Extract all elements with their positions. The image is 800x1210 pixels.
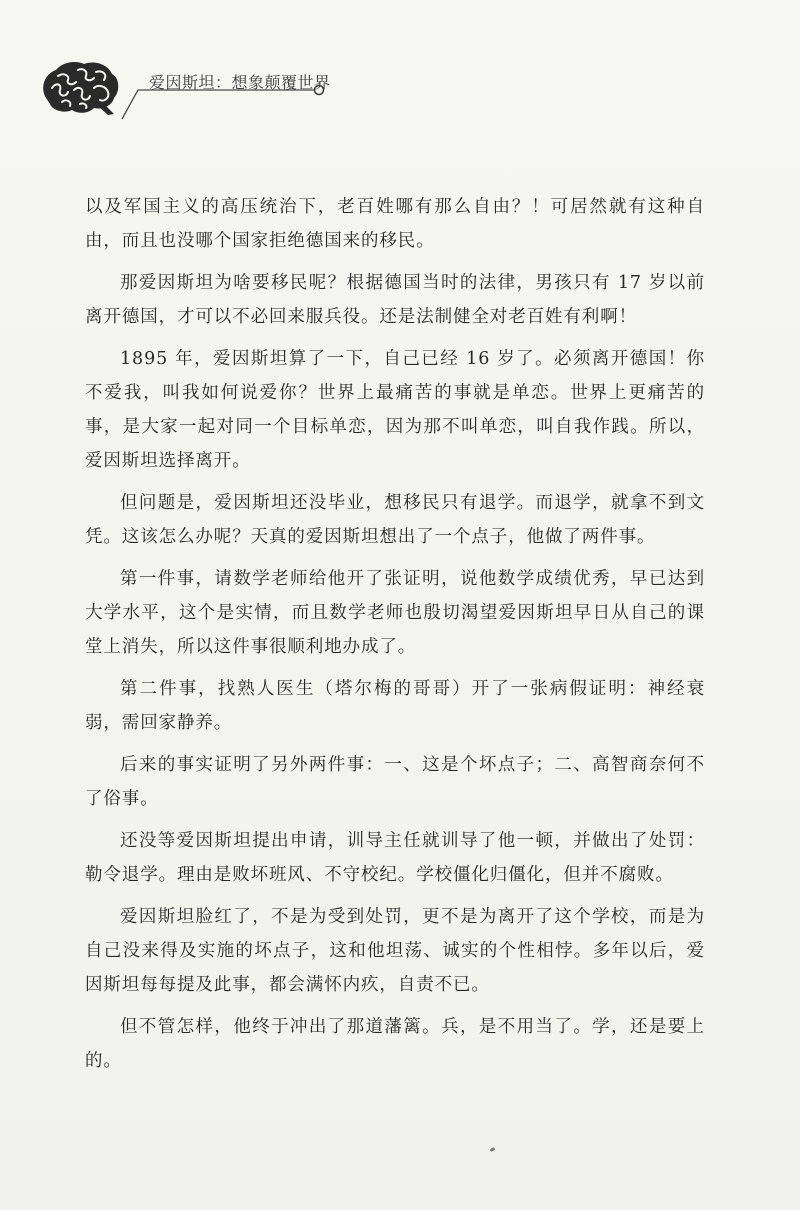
running-header-title: 爱因斯坦：想象颠覆世界 xyxy=(149,73,331,92)
paragraph: 爱因斯坦脸红了，不是为受到处罚，更不是为离开了这个学校，而是为自己没来得及实施的坏点子，这和他坦荡、诚实的个性相悖。多年以后，爱因斯坦每每提及此事，都会满怀内疚，自责不已。 xyxy=(85,907,705,995)
paragraph: 以及军国主义的高压统治下，老百姓哪有那么自由？！可居然就有这种自由，而且也没哪个国家拒绝德国来的移民。 xyxy=(85,197,705,251)
paragraph: 第二件事，找熟人医生（塔尔梅的哥哥）开了一张病假证明：神经衰弱，需回家静养。 xyxy=(85,679,705,733)
paragraph: 但问题是，爱因斯坦还没毕业，想移民只有退学。而退学，就拿不到文凭。这该怎么办呢？天真的爱因斯坦想出了一个点子，他做了两件事。 xyxy=(85,493,705,547)
paragraph: 还没等爱因斯坦提出申请，训导主任就训导了他一顿，并做出了处罚：勒令退学。理由是败坏班风、不守校纪。学校僵化归僵化，但并不腐败。 xyxy=(85,831,705,885)
brain-icon xyxy=(38,58,122,118)
page-header xyxy=(0,0,800,130)
body-text xyxy=(85,190,705,1078)
paragraph: 1895 年，爱因斯坦算了一下，自己已经 16 岁了。必须离开德国！你不爱我，叫我如何说爱你？世界上最痛苦的事就是单恋。世界上更痛苦的事，是大家一起对同一个目标单恋，因为那不叫单恋，叫自我作践。所以，爱因斯坦选择离开。 xyxy=(85,349,705,471)
paragraph: 后来的事实证明了另外两件事：一、这是个坏点子；二、高智商奈何不了俗事。 xyxy=(85,755,705,809)
paragraph: 但不管怎样，他终于冲出了那道藩篱。兵，是不用当了。学，还是要上的。 xyxy=(85,1017,705,1071)
paragraph: 那爱因斯坦为啥要移民呢？根据德国当时的法律，男孩只有 17 岁以前离开德国，才可以不必回来服兵役。还是法制健全对老百姓有利啊！ xyxy=(85,273,705,327)
scan-speck xyxy=(490,1147,496,1152)
paragraph: 第一件事，请数学老师给他开了张证明，说他数学成绩优秀，早已达到大学水平，这个是实情，而且数学老师也殷切渴望爱因斯坦早日从自己的课堂上消失，所以这件事很顺利地办成了。 xyxy=(85,569,705,657)
